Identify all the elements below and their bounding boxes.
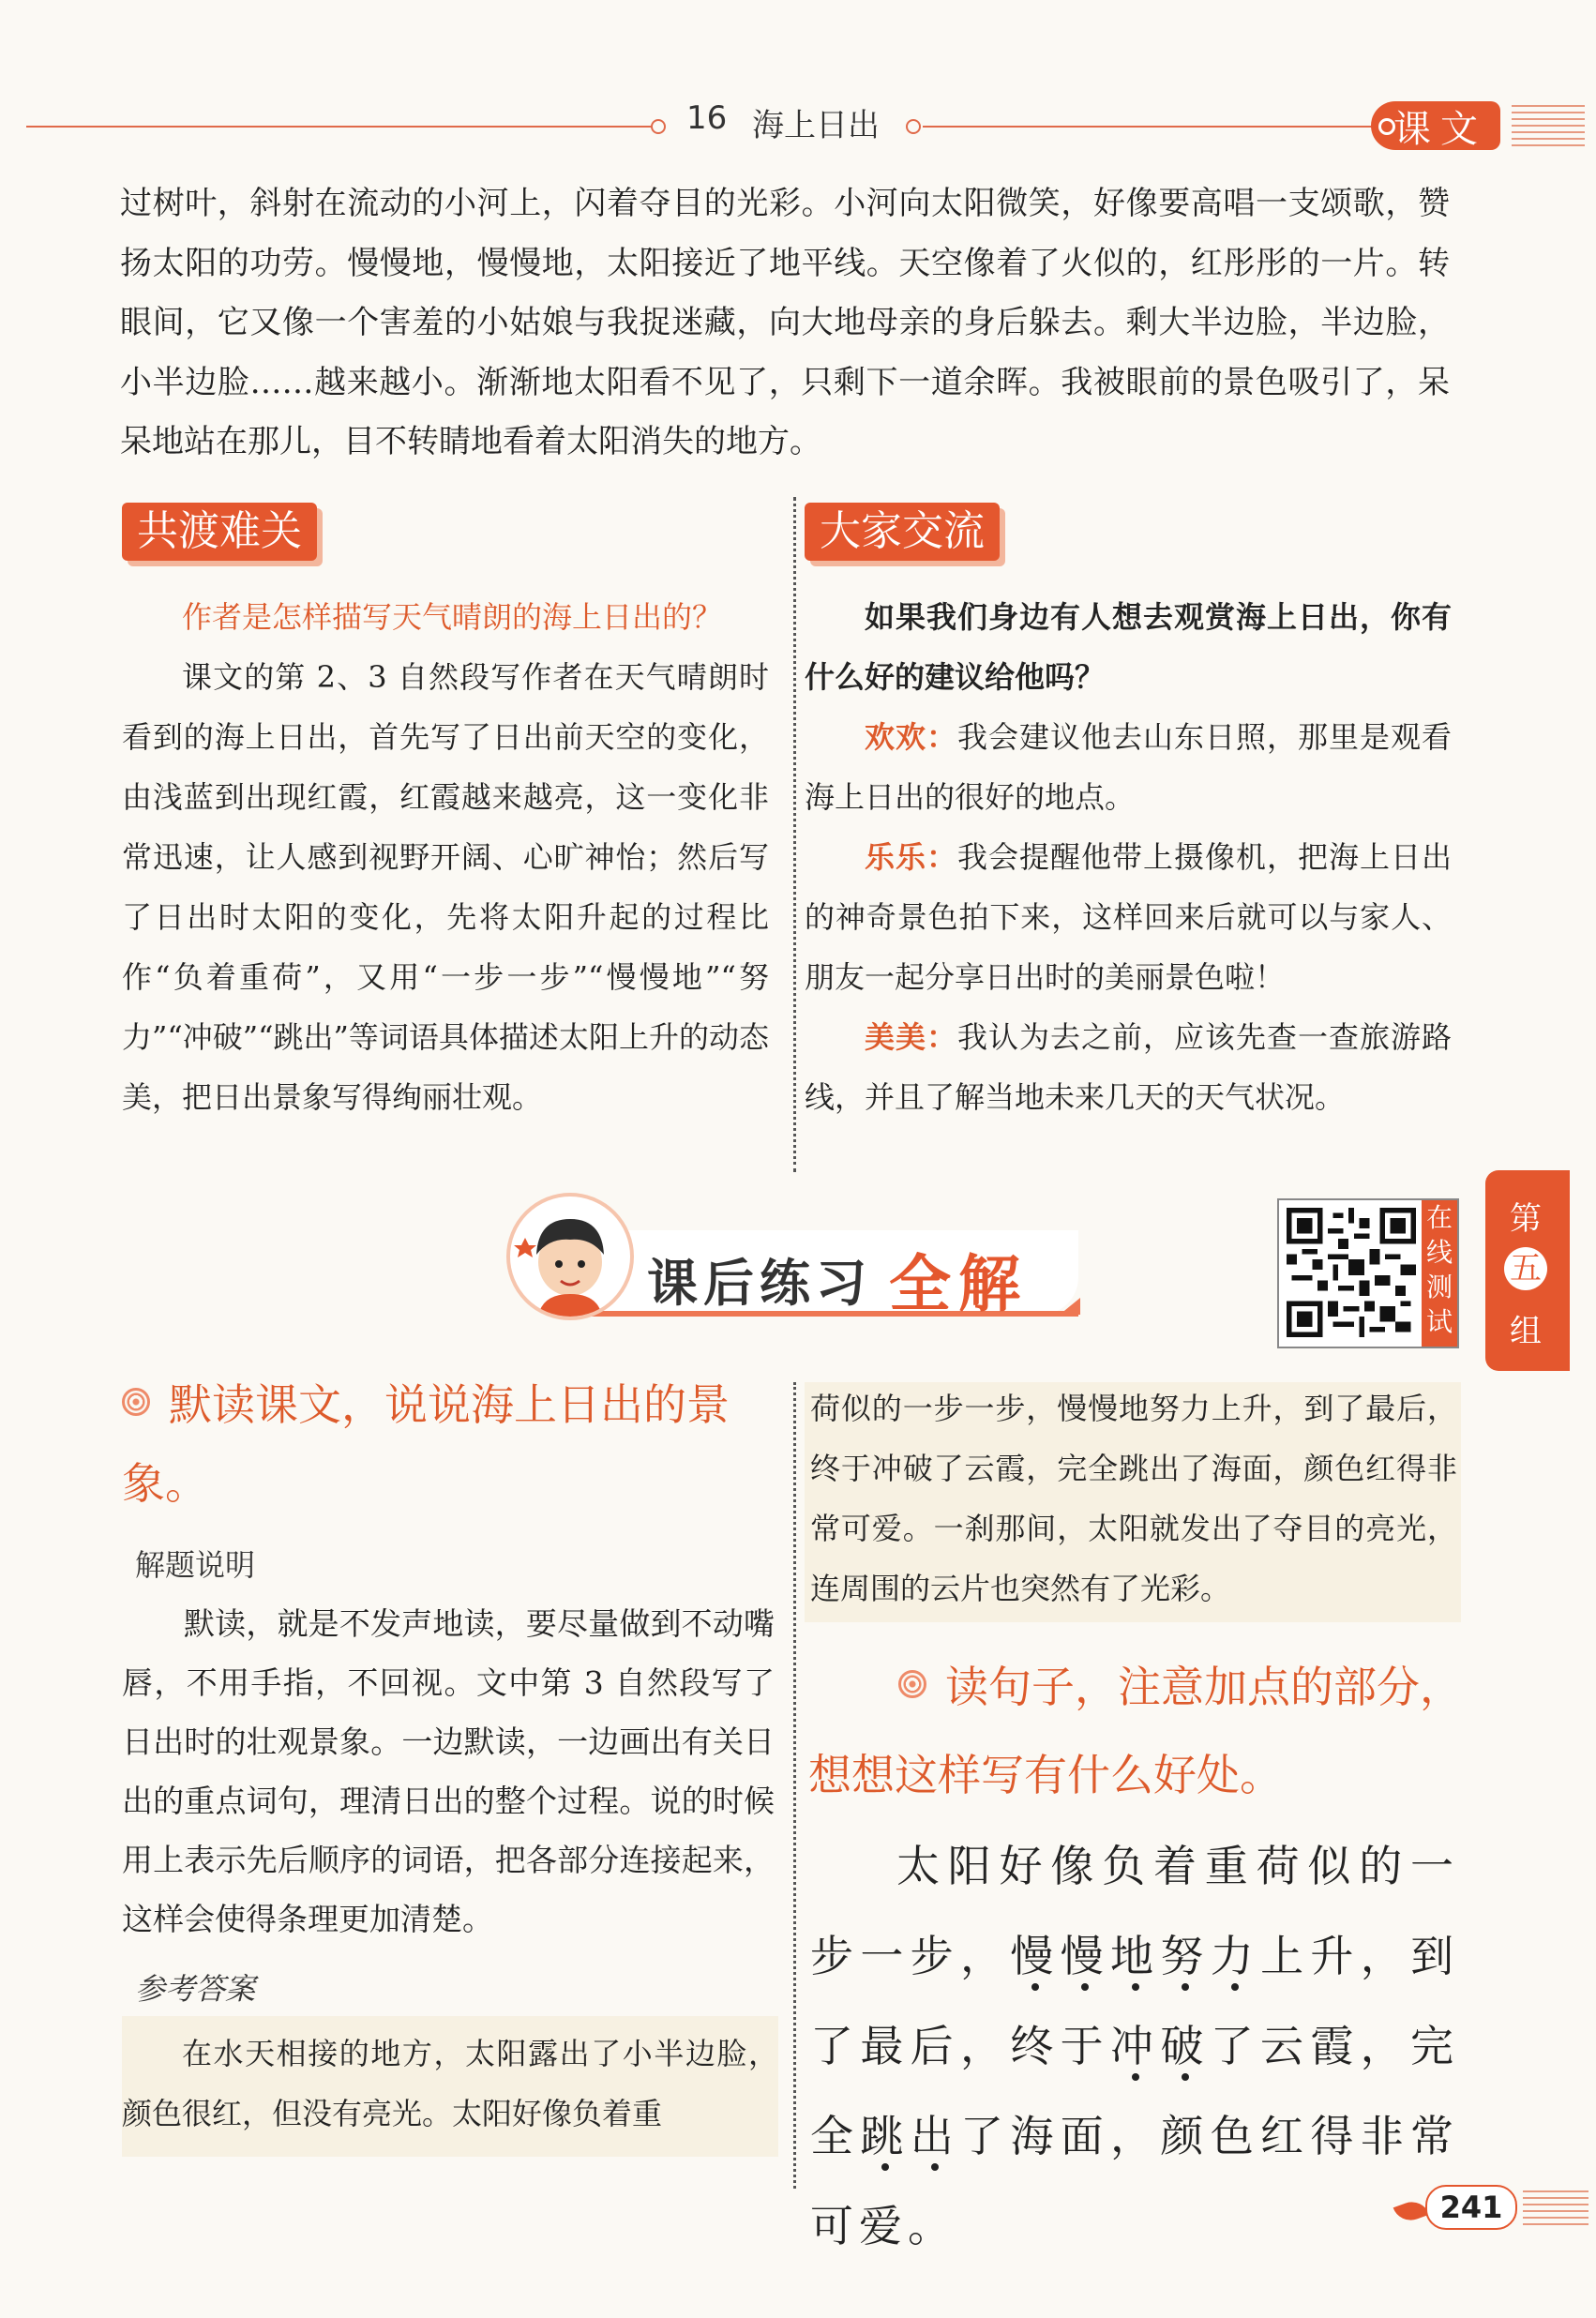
unit-tab-char: 组 (1510, 1313, 1542, 1350)
reply-name: 乐乐： (865, 839, 957, 875)
exercise2-heading-text: 读句子，注意加点的部分，想想这样写有什么好处。 (808, 1662, 1463, 1800)
section-tag-gongdu: 共渡难关 (122, 503, 317, 561)
reply-huanhuan (805, 707, 1452, 827)
lesson-number: 16 (686, 99, 728, 137)
reply-text: 我会提醒他带上摄像机，把海上日出的神奇景色拍下来，这样回来后就可以与家人、朋友一起分享日出时的美丽景色啦！ (805, 839, 1452, 995)
banner-title-accent: 全解 (889, 1248, 1028, 1320)
qr-side-char: 测 (1425, 1272, 1453, 1302)
dotted-phrase (860, 2111, 960, 2161)
answer-text-left: 在水天相接的地方，太阳露出了小半边脸，颜色很红，但没有亮光。太阳好像负着重 (122, 2036, 778, 2131)
column-divider (793, 497, 796, 1172)
reply-text: 我会建议他去山东日照，那里是观看海上日出的很好的地点。 (805, 719, 1452, 815)
section-badge (1371, 101, 1500, 150)
emphasis-char: 力 (1210, 1931, 1261, 1981)
sentence-part: 太阳好像负着重荷似的一步一步， (810, 1841, 1459, 1981)
spiral-icon (898, 1670, 926, 1698)
sentence-part: 了海面，颜色红得非常可爱。 (810, 2111, 1460, 2251)
explain-text: 默读，就是不发声地读，要尽量做到不动嘴唇，不用手指，不回视。文中第 3 自然段写了日出时的壮观景象。一边默读，一边画出有关日出的重点词句，理清日出的整个过程。说的时候用上表示先后顺序的词语，把各部分连接起来，这样会使得条理更加清楚。 (122, 1605, 775, 1937)
answer-body-left (122, 2024, 778, 2144)
header-stripes (1512, 105, 1585, 146)
reply-text: 我认为去之前，应该先查一查旅游路线，并且了解当地未来几天的天气状况。 (805, 1019, 1452, 1115)
ring-icon (1378, 118, 1395, 135)
qr-side-char: 试 (1425, 1306, 1453, 1337)
footer-stripes (1523, 2190, 1588, 2228)
right-section-body (805, 587, 1452, 1127)
banner-triangle (1060, 1298, 1080, 1315)
banner-title: 课后练习 (647, 1254, 872, 1313)
emphasis-char: 跳 (860, 2111, 911, 2161)
explain-label: 解题说明 (135, 1547, 256, 1583)
right-question: 如果我们身边有人想去观赏海上日出，你有什么好的建议给他吗？ (805, 599, 1452, 695)
exercise1-heading (122, 1365, 778, 1523)
qr-code-icon[interactable] (1287, 1208, 1416, 1337)
emphasis-char: 冲 (1110, 2021, 1161, 2071)
emphasis-char: 破 (1160, 2021, 1211, 2071)
reply-lele (805, 827, 1452, 1007)
exercise1-heading-text: 默读课文，说说海上日出的景象。 (122, 1379, 730, 1509)
section-tag-dajia: 大家交流 (805, 503, 1000, 561)
qr-side-char: 线 (1425, 1237, 1453, 1268)
reply-name: 欢欢： (865, 719, 957, 755)
boy-illustration-icon (510, 1197, 630, 1317)
left-section-body (122, 587, 769, 1127)
column-divider-lower (793, 1382, 796, 2189)
qr-side-char: 在 (1425, 1202, 1453, 1233)
emphasis-char: 慢 (1010, 1931, 1061, 1981)
qr-code-card[interactable] (1277, 1198, 1459, 1348)
header-rule-dot (651, 119, 666, 134)
left-answer: 课文的第 2、3 自然段写作者在天气晴朗时看到的海上日出，首先写了日出前天空的变化，由浅蓝到出现红霞，红霞越来越亮，这一变化非常迅速，让人感到视野开阔、心旷神怡；然后写了日出时太阳的变化，先将太阳升起的过程比作“负着重荷”，又用“一步一步”“慢慢地”“努力”“冲破”“跳出”等词语具体描述太阳上升的动态美，把日出景象写得绚丽壮观。 (122, 659, 769, 1115)
unit-tab-number: 五 (1504, 1247, 1547, 1290)
header-rule-dot (906, 119, 921, 134)
sentence-part: 了云霞，完全 (810, 2021, 1460, 2161)
unit-side-tab (1485, 1170, 1570, 1371)
boy-avatar (506, 1193, 634, 1320)
answer-body-right (810, 1378, 1457, 1618)
section-badge-label: 课文 (1393, 107, 1487, 151)
qr-side-label (1422, 1200, 1457, 1347)
emphasis-char: 地 (1110, 1931, 1161, 1981)
reply-meimei (805, 1007, 1452, 1127)
dotted-phrase (1010, 1931, 1260, 1981)
lesson-title: 海上日出 (752, 107, 880, 144)
page-number: 241 (1425, 2185, 1517, 2230)
left-question: 作者是怎样描写天气晴朗的海上日出的？ (182, 599, 723, 635)
emphasis-char: 努 (1160, 1931, 1211, 1981)
exercise2-heading (808, 1643, 1465, 1819)
exercise2-sentence (810, 1821, 1459, 2271)
answer-text-right: 荷似的一步一步，慢慢地努力上升，到了最后，终于冲破了云霞，完全跳出了海面，颜色红得非常可爱。一刹那间，太阳就发出了夺目的亮光，连周围的云片也突然有了光彩。 (810, 1391, 1457, 1606)
emphasis-char: 出 (910, 2111, 961, 2161)
answer-label: 参考答案 (135, 1971, 256, 2007)
reply-name: 美美： (865, 1019, 957, 1055)
explain-body (122, 1594, 775, 1949)
unit-tab-char: 第 (1510, 1200, 1542, 1238)
dotted-phrase (1110, 2021, 1211, 2071)
header-rule-right (923, 126, 1373, 128)
emphasis-char: 慢 (1060, 1931, 1111, 1981)
header-rule-left (26, 126, 656, 128)
spiral-icon (122, 1388, 150, 1416)
intro-paragraph: 过树叶，斜射在流动的小河上，闪着夺目的光彩。小河向太阳微笑，好像要高唱一支颂歌，赞扬太阳的功劳。慢慢地，慢慢地，太阳接近了地平线。天空像着了火似的，红彤彤的一片。转眼间，它又像一个害羞的小姑娘与我捉迷藏，向大地母亲的身后躲去。剩大半边脸，半边脸，小半边脸……越来越小。渐渐地太阳看不见了，只剩下一道余晖。我被眼前的景色吸引了，呆呆地站在那儿，目不转睛地看着太阳消失的地方。 (120, 185, 1450, 460)
sentence-part: 上升，到了最后，终于 (810, 1931, 1460, 2071)
